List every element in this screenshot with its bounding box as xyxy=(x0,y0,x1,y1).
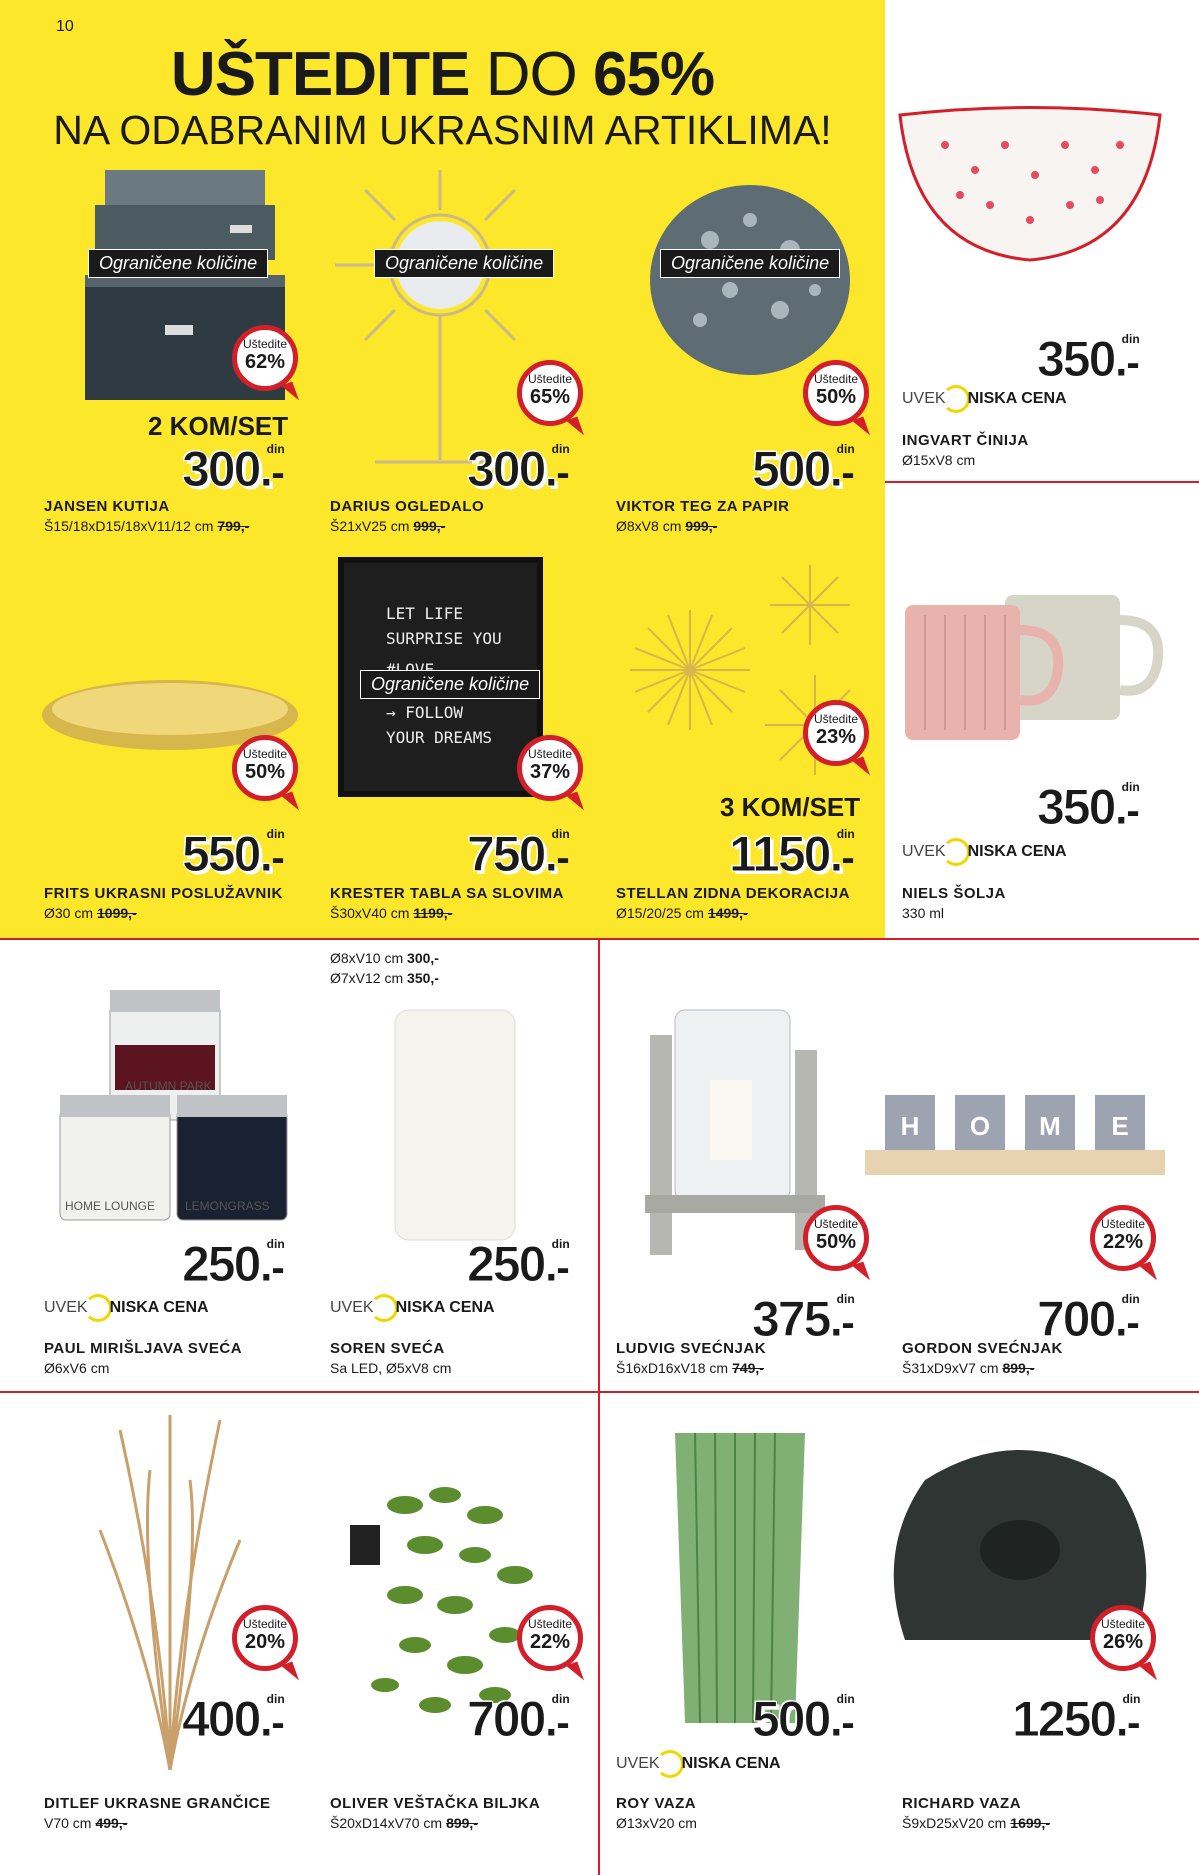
headline-line-1 xyxy=(0,42,885,108)
product-price xyxy=(467,1690,570,1748)
savings-label: Uštedite xyxy=(527,372,573,386)
product-image-mugs xyxy=(895,590,1175,750)
product-dimensions xyxy=(44,1360,109,1376)
savings-percent: 20% xyxy=(244,1631,286,1653)
product-image-green-vase xyxy=(665,1428,815,1728)
product-price xyxy=(752,1690,855,1748)
uvek-text: UVEK xyxy=(902,843,946,861)
product-name: JANSEN KUTIJA xyxy=(44,498,170,515)
price-currency: din xyxy=(1122,1692,1141,1706)
savings-label: Uštedite xyxy=(1100,1617,1146,1631)
price-dash: - xyxy=(556,836,570,880)
uvek-text: UVEK xyxy=(616,1755,660,1773)
product-price xyxy=(182,1690,285,1748)
price-dash: - xyxy=(1127,1701,1141,1745)
savings-label: Uštedite xyxy=(242,337,288,351)
product-price xyxy=(752,440,855,498)
savings-badge xyxy=(517,1605,583,1671)
product-price xyxy=(182,1235,285,1293)
savings-label: Uštedite xyxy=(527,747,573,761)
logo-ring-icon xyxy=(656,1750,684,1778)
price-dash: - xyxy=(841,451,855,495)
savings-percent: 50% xyxy=(244,761,286,783)
product-image-led-candle xyxy=(390,1005,520,1245)
price-value: 350. xyxy=(1037,331,1127,387)
niska-cena-text: NISKA CENA xyxy=(681,1755,781,1773)
price-dash: - xyxy=(1126,1301,1140,1345)
product-price xyxy=(467,440,570,498)
price-currency: din xyxy=(266,1692,285,1706)
niska-cena-text: NISKA CENA xyxy=(395,1299,495,1317)
savings-badge xyxy=(232,1605,298,1671)
always-low-price-logo xyxy=(330,1294,495,1322)
savings-percent: 23% xyxy=(815,726,857,748)
product-name: GORDON SVEĆNJAK xyxy=(902,1340,1063,1357)
dimensions-text: Š21xV25 cm xyxy=(330,518,410,534)
price-dash: - xyxy=(556,1701,570,1745)
savings-percent: 26% xyxy=(1102,1631,1144,1653)
dimensions-text: Sa LED, Ø5xV8 cm xyxy=(330,1360,452,1376)
old-price: 799,- xyxy=(217,518,250,534)
page-number: 10 xyxy=(56,18,74,35)
price-currency: din xyxy=(836,1692,855,1706)
niska-cena-text: NISKA CENA xyxy=(967,390,1067,408)
product-name: ROY VAZA xyxy=(616,1795,697,1812)
price-dash: - xyxy=(841,1701,855,1745)
savings-percent: 22% xyxy=(1102,1231,1144,1253)
old-price: 499,- xyxy=(95,1815,128,1831)
savings-label: Uštedite xyxy=(1100,1217,1146,1231)
savings-label: Uštedite xyxy=(242,1617,288,1631)
price-currency: din xyxy=(1121,780,1140,794)
price-value: 700. xyxy=(1037,1291,1127,1347)
price-currency: din xyxy=(266,1237,285,1251)
price-value: 500. xyxy=(752,441,842,497)
savings-percent: 50% xyxy=(815,386,857,408)
price-dash: - xyxy=(1126,341,1140,385)
product-dimensions xyxy=(902,1360,1034,1376)
price-dash: - xyxy=(1126,789,1140,833)
price-value: 500. xyxy=(752,1691,842,1747)
product-dimensions xyxy=(330,1815,478,1831)
holder-letter: M xyxy=(1039,1111,1061,1141)
always-low-price-logo xyxy=(616,1750,781,1778)
price-currency: din xyxy=(551,1237,570,1251)
board-line: SURPRISE YOU xyxy=(386,629,502,648)
product-price xyxy=(182,440,285,498)
price-value: 750. xyxy=(467,826,557,882)
price-dash: - xyxy=(556,451,570,495)
jar-label: LEMONGRASS xyxy=(185,1199,270,1213)
always-low-price-logo xyxy=(902,838,1067,866)
option-size: Ø7xV12 cm xyxy=(330,970,404,986)
product-image-candle-jars xyxy=(55,985,295,1225)
jar-label: HOME LOUNGE xyxy=(65,1199,156,1213)
dimensions-text: Š15/18xD15/18xV11/12 cm xyxy=(44,518,214,534)
holder-letter: H xyxy=(900,1111,920,1141)
price-dash: - xyxy=(271,1246,285,1290)
dimensions-text: Ø6xV6 cm xyxy=(44,1360,110,1376)
old-price: 899,- xyxy=(1002,1360,1035,1376)
headline-up-to: DO xyxy=(485,40,577,109)
product-name: KRESTER TABLA SA SLOVIMA xyxy=(330,885,564,902)
savings-label: Uštedite xyxy=(527,1617,573,1631)
old-price: 899,- xyxy=(446,1815,478,1831)
product-dimensions xyxy=(330,905,452,921)
price-currency: din xyxy=(551,827,570,841)
savings-percent: 22% xyxy=(529,1631,571,1653)
price-value: 250. xyxy=(182,1236,272,1292)
dimensions-text: Ø8xV8 cm xyxy=(616,518,682,534)
savings-badge xyxy=(232,735,298,801)
product-dimensions xyxy=(44,518,249,534)
product-price xyxy=(1037,778,1140,836)
product-dimensions xyxy=(330,1360,451,1376)
product-name: NIELS ŠOLJA xyxy=(902,885,1006,902)
product-price xyxy=(467,825,570,883)
old-price: 999,- xyxy=(685,518,718,534)
product-price xyxy=(1012,1690,1140,1748)
product-image-mirror xyxy=(335,150,545,480)
dimensions-text: Š30xV40 cm xyxy=(330,905,410,921)
savings-label: Uštedite xyxy=(813,1217,859,1231)
product-name: PAUL MIRIŠLJAVA SVEĆA xyxy=(44,1340,243,1357)
product-price xyxy=(467,1235,570,1293)
price-currency: din xyxy=(266,827,285,841)
option-size: Ø8xV10 cm xyxy=(330,950,404,966)
price-value: 300. xyxy=(467,441,557,497)
board-line: → FOLLOW xyxy=(386,703,464,722)
dimensions-text: Ø13xV20 cm xyxy=(616,1815,697,1831)
savings-badge xyxy=(803,360,869,426)
savings-badge xyxy=(517,360,583,426)
niska-cena-text: NISKA CENA xyxy=(109,1299,209,1317)
product-price xyxy=(752,1290,855,1348)
set-label: 2 KOM/SET xyxy=(148,411,289,441)
uvek-text: UVEK xyxy=(902,390,946,408)
savings-badge xyxy=(517,735,583,801)
savings-badge xyxy=(803,1205,869,1271)
headline-line-2: NA ODABRANIM UKRASNIM ARTIKLIMA! xyxy=(53,107,832,153)
savings-badge xyxy=(803,700,869,766)
price-value: 1250. xyxy=(1012,1691,1128,1747)
old-price: 1699,- xyxy=(1010,1815,1050,1831)
dimensions-text: 330 ml xyxy=(902,905,945,921)
niska-cena-text: NISKA CENA xyxy=(967,843,1067,861)
option-price: 350,- xyxy=(407,970,439,986)
always-low-price-logo xyxy=(902,385,1067,413)
price-value: 1150. xyxy=(729,826,842,882)
uvek-text: UVEK xyxy=(330,1299,374,1317)
product-price xyxy=(729,825,855,883)
savings-percent: 37% xyxy=(529,761,571,783)
old-price: 1099,- xyxy=(97,905,137,921)
product-image-bowl xyxy=(895,100,1165,270)
product-name: OLIVER VEŠTAČKA BILJKA xyxy=(330,1795,541,1812)
price-value: 550. xyxy=(182,826,272,882)
headline-save: UŠTEDITE xyxy=(170,40,470,109)
dimensions-text: Ø15xV8 cm xyxy=(902,452,976,468)
product-image-paperweight xyxy=(640,180,860,380)
headline xyxy=(0,42,885,152)
old-price: 1199,- xyxy=(413,905,453,921)
product-dimensions xyxy=(616,518,717,534)
price-dash: - xyxy=(271,451,285,495)
price-value: 350. xyxy=(1037,779,1127,835)
set-label: 3 KOM/SET xyxy=(720,792,861,822)
savings-badge xyxy=(1090,1605,1156,1671)
price-currency: din xyxy=(836,1292,855,1306)
dimensions-text: Š20xD14xV70 cm xyxy=(330,1815,443,1831)
size-option xyxy=(330,950,439,966)
option-price: 300,- xyxy=(407,950,439,966)
price-currency: din xyxy=(266,442,285,456)
price-value: 700. xyxy=(467,1691,557,1747)
old-price: 749,- xyxy=(732,1360,764,1376)
dimensions-text: Š31xD9xV7 cm xyxy=(902,1360,999,1376)
product-dimensions xyxy=(616,1360,764,1376)
product-name: RICHARD VAZA xyxy=(902,1795,1022,1812)
price-value: 400. xyxy=(182,1691,272,1747)
product-dimensions xyxy=(616,1815,697,1831)
product-name: LUDVIG SVEĆNJAK xyxy=(616,1340,767,1357)
price-dash: - xyxy=(271,836,285,880)
product-dimensions xyxy=(330,518,445,534)
product-name: STELLAN ZIDNA DEKORACIJA xyxy=(616,885,850,902)
product-dimensions xyxy=(44,905,137,921)
dimensions-text: Š9xD25xV20 cm xyxy=(902,1815,1007,1831)
product-dimensions xyxy=(44,1815,127,1831)
limited-quantity-banner: Ograničene količine xyxy=(374,249,554,278)
price-currency: din xyxy=(551,1692,570,1706)
product-name: FRITS UKRASNI POSLUŽAVNIK xyxy=(44,885,283,902)
product-dimensions xyxy=(902,452,975,468)
price-dash: - xyxy=(271,1701,285,1745)
price-value: 300. xyxy=(182,441,272,497)
dimensions-text: V70 cm xyxy=(44,1815,92,1831)
price-dash: - xyxy=(841,1301,855,1345)
price-dash: - xyxy=(841,836,855,880)
savings-percent: 62% xyxy=(244,351,286,373)
board-line: LET LIFE xyxy=(386,604,464,623)
dimensions-text: Ø30 cm xyxy=(44,905,94,921)
savings-percent: 65% xyxy=(529,386,571,408)
savings-percent: 50% xyxy=(815,1231,857,1253)
product-name: SOREN SVEĆA xyxy=(330,1340,445,1357)
product-name: DARIUS OGLEDALO xyxy=(330,498,485,515)
old-price: 1499,- xyxy=(707,905,748,921)
price-currency: din xyxy=(1121,1292,1140,1306)
limited-quantity-banner: Ograničene količine xyxy=(660,249,840,278)
jar-label: AUTUMN PARK xyxy=(125,1079,212,1093)
dimensions-text: Š16xD16xV18 cm xyxy=(616,1360,729,1376)
board-line: YOUR DREAMS xyxy=(386,728,492,747)
savings-badge xyxy=(1090,1205,1156,1271)
price-currency: din xyxy=(1121,332,1140,346)
price-currency: din xyxy=(551,442,570,456)
limited-quantity-banner: Ograničene količine xyxy=(360,670,540,699)
price-currency: din xyxy=(836,827,855,841)
logo-ring-icon xyxy=(370,1294,398,1322)
uvek-text: UVEK xyxy=(44,1299,88,1317)
product-price xyxy=(1037,1290,1140,1348)
old-price: 999,- xyxy=(413,518,446,534)
logo-ring-icon xyxy=(942,838,970,866)
savings-badge xyxy=(232,325,298,391)
price-currency: din xyxy=(836,442,855,456)
product-price xyxy=(182,825,285,883)
product-name: DITLEF UKRASNE GRANČICE xyxy=(44,1795,271,1812)
product-image-candle-holder xyxy=(645,1005,830,1255)
product-dimensions xyxy=(902,1815,1050,1831)
logo-ring-icon xyxy=(84,1294,112,1322)
price-value: 375. xyxy=(752,1291,842,1347)
always-low-price-logo xyxy=(44,1294,209,1322)
dimensions-text: Ø15/20/25 cm xyxy=(616,905,704,921)
divider xyxy=(598,938,600,1875)
product-name: VIKTOR TEG ZA PAPIR xyxy=(616,498,790,515)
product-dimensions xyxy=(616,905,748,921)
headline-percent: 65% xyxy=(592,40,715,109)
product-price xyxy=(1037,330,1140,388)
product-image-tealight-holder xyxy=(865,1090,1165,1180)
price-value: 250. xyxy=(467,1236,557,1292)
divider xyxy=(885,481,1199,483)
savings-label: Uštedite xyxy=(813,372,859,386)
product-dimensions xyxy=(902,905,944,921)
limited-quantity-banner: Ograničene količine xyxy=(88,249,268,278)
holder-letter: O xyxy=(969,1111,991,1141)
size-option xyxy=(330,970,439,986)
logo-ring-icon xyxy=(942,385,970,413)
holder-letter: E xyxy=(1111,1111,1129,1141)
savings-label: Uštedite xyxy=(813,712,859,726)
savings-label: Uštedite xyxy=(242,747,288,761)
product-name: INGVART ČINIJA xyxy=(902,432,1029,449)
price-dash: - xyxy=(556,1246,570,1290)
